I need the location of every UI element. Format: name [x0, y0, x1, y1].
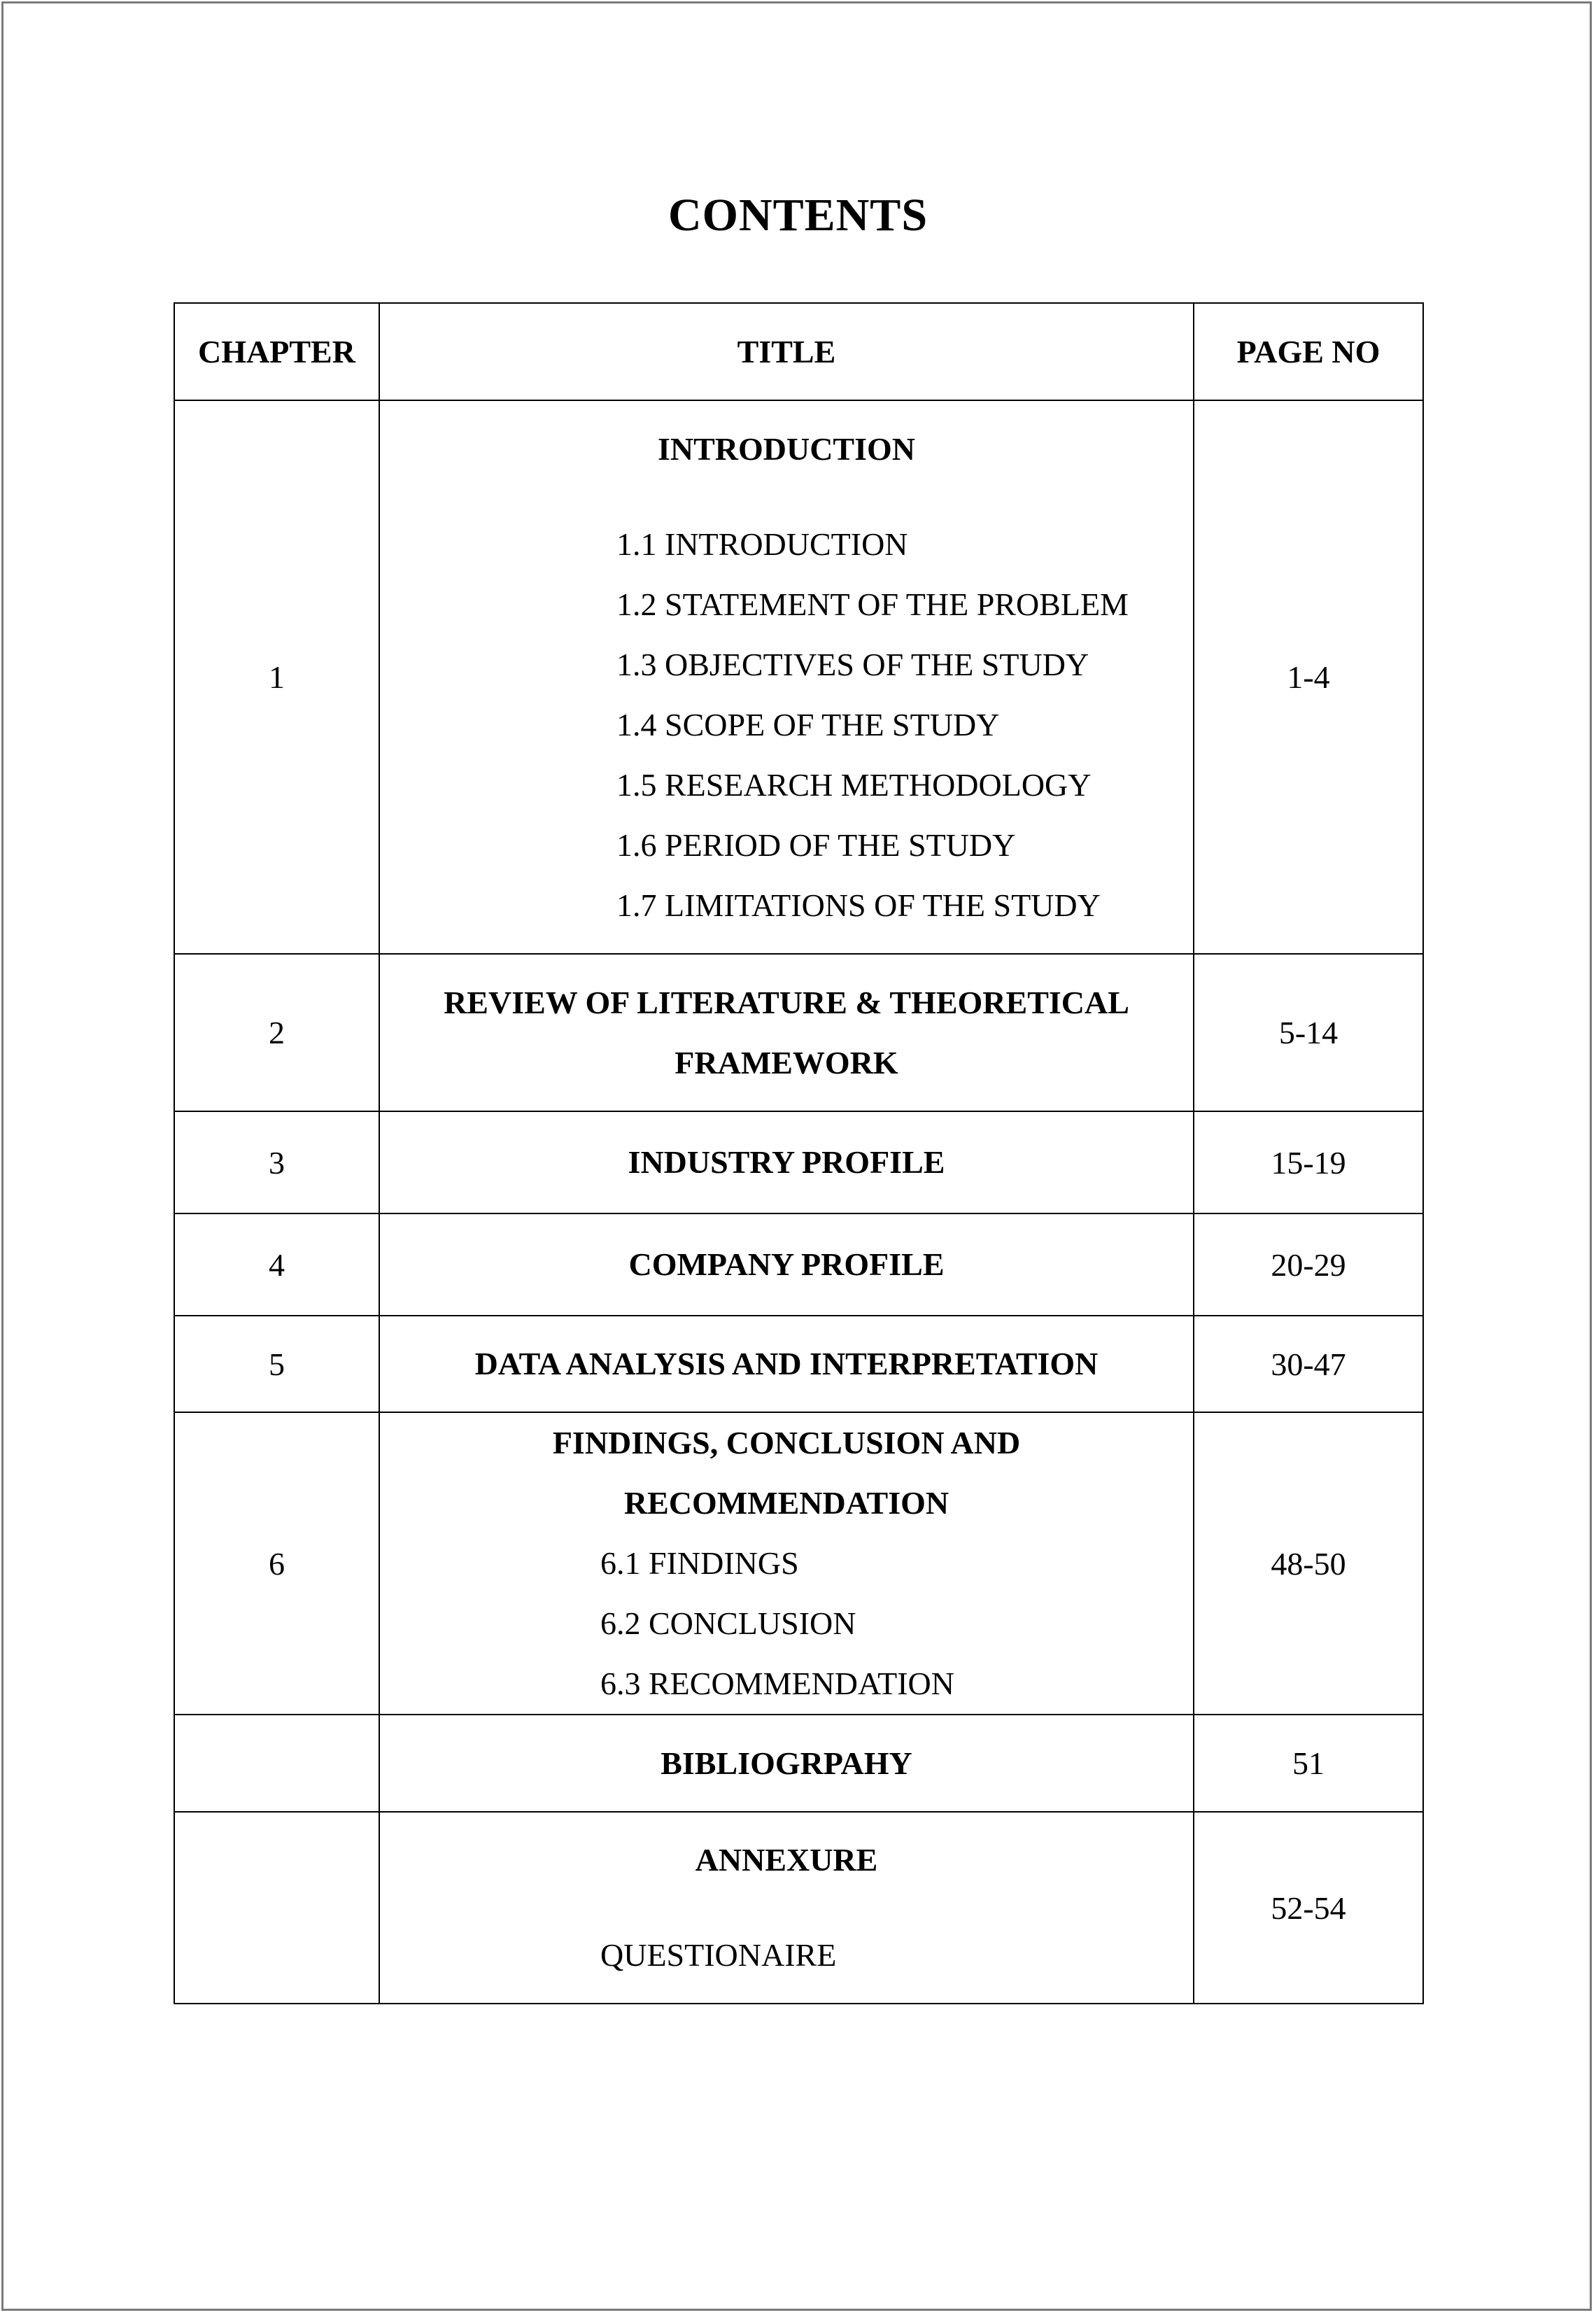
- section-item: 6.2 CONCLUSION: [600, 1605, 856, 1641]
- chapter-title-line: FINDINGS, CONCLUSION AND: [552, 1425, 1021, 1461]
- section-item: 1.1 INTRODUCTION: [616, 526, 908, 562]
- chapter-title-cell: [379, 1812, 1194, 2004]
- page-title: CONTENTS: [668, 190, 928, 241]
- chapter-title-line: REVIEW OF LITERATURE & THEORETICAL: [444, 984, 1129, 1020]
- section-item: 1.6 PERIOD OF THE STUDY: [616, 826, 1016, 863]
- chapter-title: INDUSTRY PROFILE: [628, 1144, 945, 1180]
- chapter-title-cell: [379, 1412, 1194, 1715]
- chapter-number: 6: [174, 1412, 379, 1715]
- table-row: [174, 1213, 1423, 1316]
- table-row: [174, 1316, 1423, 1412]
- column-header-chapter: CHAPTER: [174, 303, 379, 400]
- chapter-number: [174, 1812, 379, 2004]
- chapter-number: [174, 1715, 379, 1812]
- chapter-title-cell: [379, 1111, 1194, 1213]
- section-item: 6.3 RECOMMENDATION: [600, 1666, 954, 1701]
- column-header-title: TITLE: [379, 303, 1194, 400]
- chapter-number: 5: [174, 1316, 379, 1412]
- chapter-title-cell: [379, 1715, 1194, 1812]
- chapter-title: INTRODUCTION: [657, 430, 916, 467]
- section-item: QUESTIONAIRE: [600, 1937, 837, 1973]
- chapter-title: DATA ANALYSIS AND INTERPRETATION: [474, 1346, 1099, 1381]
- table-row: [174, 954, 1423, 1111]
- page-range: 20-29: [1194, 1213, 1423, 1316]
- section-item: 1.5 RESEARCH METHODOLOGY: [616, 766, 1092, 803]
- chapter-number: 4: [174, 1213, 379, 1316]
- page-range: 5-14: [1194, 954, 1423, 1111]
- section-item: 6.1 FINDINGS: [600, 1545, 799, 1581]
- section-list: [380, 514, 1193, 936]
- chapter-title-cell: [379, 954, 1194, 1111]
- section-list: [380, 1533, 1193, 1714]
- chapter-title-cell: [379, 400, 1194, 954]
- chapter-number: 3: [174, 1111, 379, 1213]
- page-range: 15-19: [1194, 1111, 1423, 1213]
- table-header-row: [174, 303, 1423, 400]
- page-range: 52-54: [1194, 1812, 1423, 2004]
- chapter-title-cell: [379, 1316, 1194, 1412]
- table-row: [174, 1812, 1423, 2004]
- chapter-title: COMPANY PROFILE: [628, 1246, 945, 1282]
- page-range: 48-50: [1194, 1412, 1423, 1715]
- chapter-number: 1: [174, 400, 379, 954]
- table-row: [174, 1715, 1423, 1812]
- page-range: 51: [1194, 1715, 1423, 1812]
- table-row: [174, 400, 1423, 954]
- table-row: [174, 1111, 1423, 1213]
- section-item: 1.4 SCOPE OF THE STUDY: [616, 706, 1000, 743]
- chapter-number: 2: [174, 954, 379, 1111]
- chapter-title: ANNEXURE: [695, 1842, 878, 1878]
- section-item: 1.3 OBJECTIVES OF THE STUDY: [616, 646, 1089, 682]
- column-header-page: PAGE NO: [1194, 303, 1423, 400]
- section-item: 1.7 LIMITATIONS OF THE STUDY: [616, 887, 1101, 923]
- page-range: 30-47: [1194, 1316, 1423, 1412]
- section-item: 1.2 STATEMENT OF THE PROBLEM: [616, 586, 1129, 622]
- chapter-title: BIBLIOGRPAHY: [661, 1745, 912, 1781]
- page-range: 1-4: [1194, 400, 1423, 954]
- chapter-title-cell: [379, 1213, 1194, 1316]
- chapter-title-line: RECOMMENDATION: [623, 1485, 949, 1521]
- table-row: [174, 1412, 1423, 1715]
- chapter-title-line: FRAMEWORK: [675, 1044, 898, 1081]
- contents-table: [174, 302, 1424, 2004]
